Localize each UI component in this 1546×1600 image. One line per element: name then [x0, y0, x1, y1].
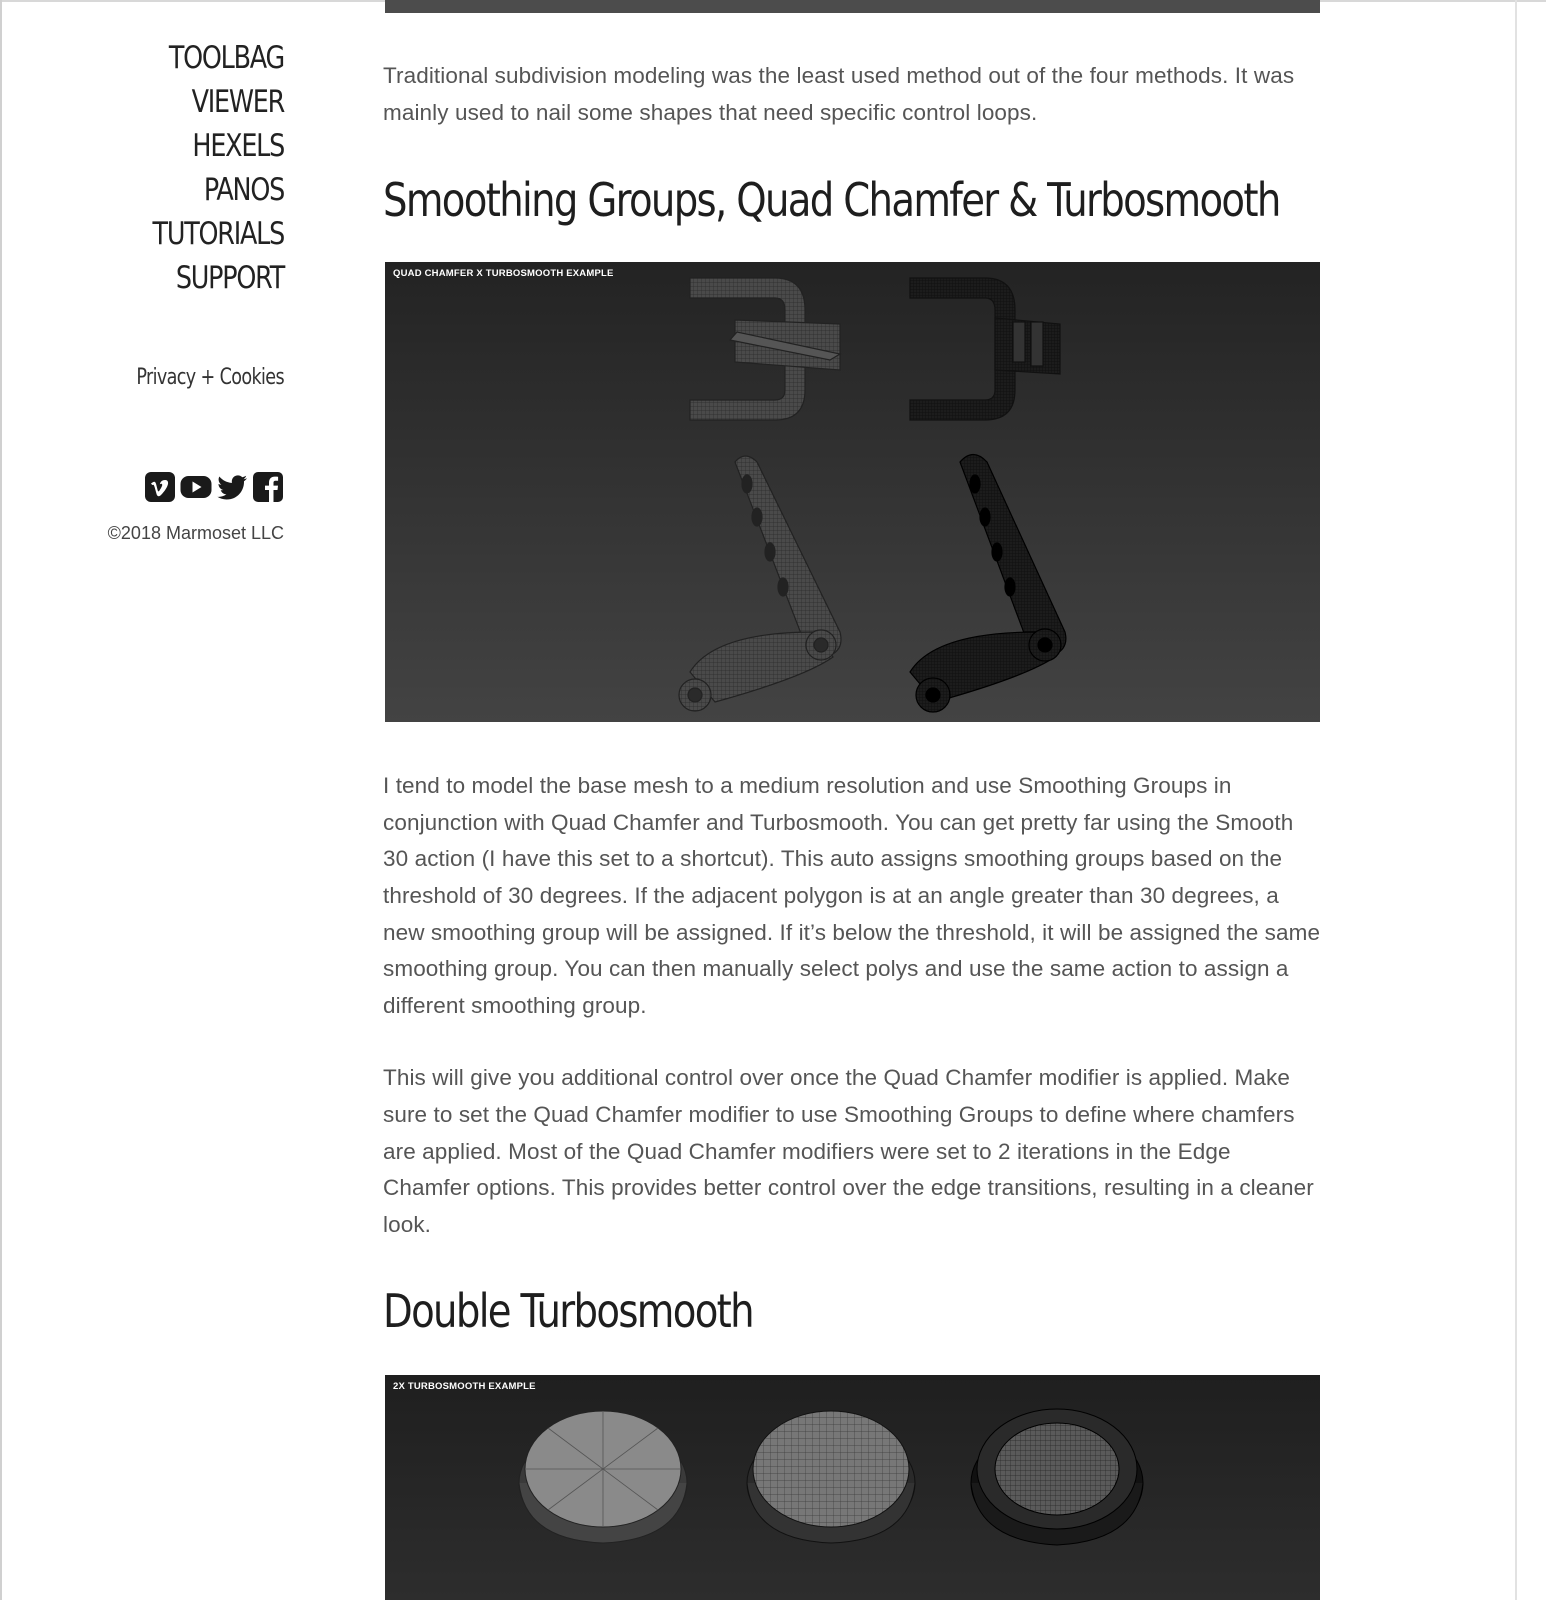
copyright-text: ©2018 Marmoset LLC: [107, 523, 284, 543]
nav-item-panos[interactable]: PANOS: [203, 172, 284, 208]
nav-item-tutorials[interactable]: TUTORIALS: [152, 216, 284, 252]
cap-model-low: [519, 1411, 687, 1543]
intro-paragraph: Traditional subdivision modeling was the least used method out of the four methods. It was mainly used to nail some shapes that need specific control loops.: [383, 63, 1295, 125]
quad-chamfer-figure: [385, 262, 1320, 722]
left-divider: [0, 0, 2, 1600]
double-turbosmooth-render: [385, 1375, 1320, 1600]
right-divider: [1515, 0, 1517, 1600]
youtube-icon[interactable]: [180, 471, 212, 503]
cap-model-mid: [747, 1411, 915, 1543]
quad-chamfer-paragraph: This will give you additional control over once the Quad Chamfer modifier is applied. Make sure to set the Quad Chamfer modifier to use Smoothing Groups to define where chamfers are applied. Most of the Quad Chamfer modifiers were set to 2 iterations in the Edge Chamfer options. This provides better control over the edge transitions, resulting in a cleaner look.: [383, 1065, 1314, 1237]
double-turbosmooth-figure: [385, 1375, 1320, 1600]
cap-model-high: [971, 1409, 1143, 1545]
nav-item-viewer[interactable]: VIEWER: [191, 84, 284, 120]
twitter-icon[interactable]: [216, 471, 248, 503]
figure-caption: 2X TURBOSMOOTH EXAMPLE: [393, 1381, 536, 1393]
vimeo-icon[interactable]: [144, 471, 176, 503]
previous-figure-edge: [385, 0, 1320, 13]
facebook-icon[interactable]: [252, 471, 284, 503]
section-heading-double-turbosmooth: Double Turbosmooth: [383, 1284, 753, 1339]
figure-caption: QUAD CHAMFER X TURBOSMOOTH EXAMPLE: [393, 268, 614, 280]
nav-item-support[interactable]: SUPPORT: [175, 260, 284, 296]
section-heading-smoothing: Smoothing Groups, Quad Chamfer & Turbosmooth: [383, 173, 1280, 228]
social-links: [60, 471, 284, 505]
sidebar: [60, 36, 284, 545]
nav-item-toolbag[interactable]: TOOLBAG: [168, 40, 284, 76]
article-content: [383, 56, 1323, 1600]
privacy-cookies-link[interactable]: Privacy + Cookies: [136, 365, 284, 390]
smoothing-groups-paragraph: I tend to model the base mesh to a medium resolution and use Smoothing Groups in conjunction with Quad Chamfer and Turbosmooth. You can get pretty far using the Smooth 30 action (I have this set to a shortcut). This auto assigns smoothing groups based on the threshold of 30 degrees. If the adjacent polygon is at an angle greater than 30 degrees, a new smoothing group will be assigned. If it’s below the threshold, it will be assigned the same smoothing group. You can then manually select polys and use the same action to assign a different smoothing group.: [383, 773, 1321, 1018]
quad-chamfer-render: [385, 262, 1320, 722]
nav-item-hexels[interactable]: HEXELS: [192, 128, 284, 164]
